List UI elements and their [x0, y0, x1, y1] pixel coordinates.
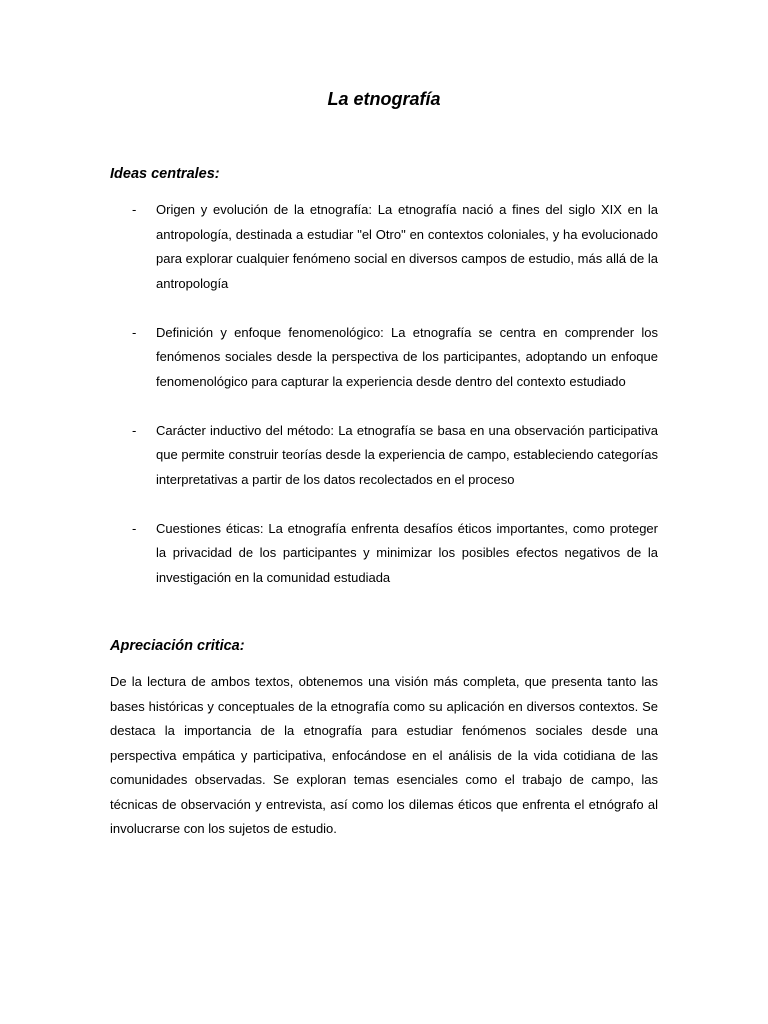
section-heading-ideas: Ideas centrales: [110, 166, 220, 182]
list-item [110, 198, 658, 296]
document-title: La etnografía [327, 89, 441, 109]
list-item [110, 321, 658, 395]
list-item-text: Origen y evolución de la etnografía: La etnografía nació a fines del siglo XIX en la antropología, destinada a estudiar "el Otro" en contextos coloniales, y ha evolucionado para explorar cualquier fenómeno social en diversos campos de estudio, más allá de la antropología [156, 202, 658, 291]
bullet-dash-icon: - [132, 324, 137, 340]
critica-paragraph: De la lectura de ambos textos, obtenemos una visión más completa, que presenta tanto las bases históricas y conceptuales de la etnografía como su aplicación en diversos contextos. Se destaca la importancia de la etnografía para estudiar fenómenos sociales desde una perspectiva empática y participativa, enfocándose en el análisis de la vida cotidiana de las comunidades observadas. Se exploran temas esenciales como el trabajo de campo, las técnicas de observación y entrevista, así como los dilemas éticos que enfrenta el etnógrafo al involucrarse con los sujetos de estudio. [110, 674, 658, 836]
list-item [110, 517, 658, 591]
bullet-dash-icon: - [132, 422, 137, 438]
ideas-list [110, 198, 658, 615]
bullet-dash-icon: - [132, 520, 137, 536]
bullet-dash-icon: - [132, 202, 137, 217]
list-item [110, 419, 658, 493]
list-item-text: Cuestiones éticas: La etnografía enfrenta desafíos éticos importantes, como proteger la privacidad de los participantes y minimizar los posibles efectos negativos de la investigación en la comunidad estudiada [156, 520, 658, 585]
section-heading-critica: Apreciación critica: [110, 638, 245, 654]
list-item-text: Carácter inductivo del método: La etnografía se basa en una observación participativa que permite construir teorías desde la experiencia de campo, estableciendo categorías interpretativas a partir de los datos recolectados en el proceso [156, 422, 658, 487]
list-item-text: Definición y enfoque fenomenológico: La etnografía se centra en comprender los fenómenos sociales desde la perspectiva de los participantes, adoptando un enfoque fenomenológico para capturar la experiencia desde dentro del contexto estudiado [156, 324, 658, 389]
